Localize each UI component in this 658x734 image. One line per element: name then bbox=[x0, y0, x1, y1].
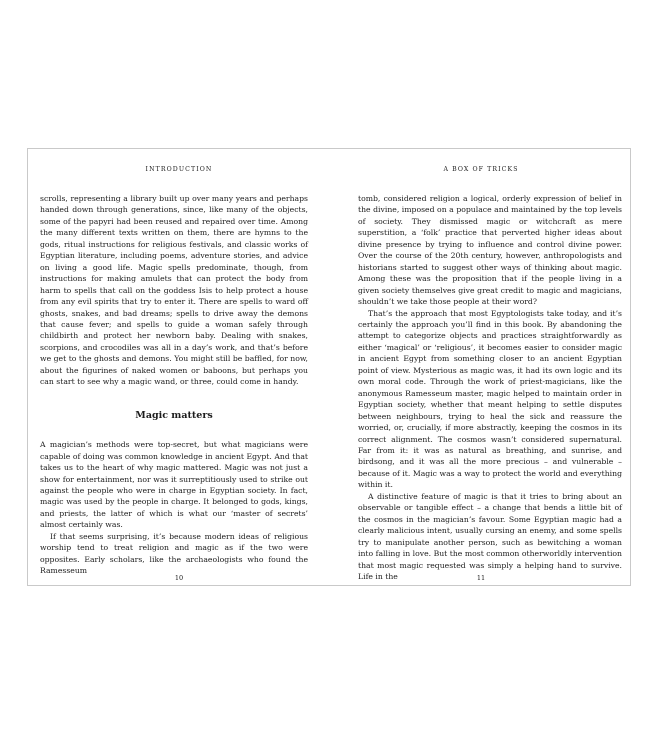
section-heading: Magic matters bbox=[135, 409, 213, 421]
right-page-body bbox=[358, 193, 622, 582]
paragraph: A magician’s methods were top-secret, but what magicians were capable of doing was common knowledge in ancient Egypt. And that takes us to the heart of why magic mattered. Magic was not just a show for entertainment, nor was it surreptitiously used to strike out against the people who were in charge in Egyptian society. In fact, magic was used by the people in charge. It belonged to gods, kings, and priests, the latter of which is what our ‘master of secrets’ almost certainly was. bbox=[40, 440, 308, 530]
paragraph: If that seems surprising, it’s because modern ideas of religious worship tend to treat religion and magic as if the two were opposites. Early scholars, like the archaeologists who found the Ramesseum bbox=[40, 531, 308, 576]
page-number: 10 bbox=[174, 574, 184, 582]
page-number: 11 bbox=[476, 574, 486, 582]
book-spread bbox=[27, 148, 631, 586]
paragraph: tomb, considered religion a logical, orderly expression of belief in the divine, imposed on a populace and maintained by the top levels of society. They dismissed magic or witchcraft as mere superstition, a ‘folk’ practice that perverted higher ideas about divine presence by trying to influence and control divine power. Over the course of the 20th century, however, anthropologists and historians started to suggest other ways of thinking about magic. Among these was the proposition that if the people living in a given society themselves give great credit to magic and magicians, shouldn’t we take those people at their word? bbox=[358, 194, 622, 307]
left-page bbox=[28, 149, 330, 585]
running-head: INTRODUCTION bbox=[145, 166, 213, 173]
left-page-body bbox=[40, 193, 308, 577]
paragraph: A distinctive feature of magic is that it tries to bring about an observable or tangible effect – a change that bends a little bit of the cosmos in the magician’s favour. Some Egyptian magic had a clearly malicious intent, usually cursing an enemy, and some spells try to manipulate another person, such as bewitching a woman into falling in love. But the most common otherworldly intervention that most magic requested was simply a helping hand to survive. Life in the bbox=[358, 491, 622, 581]
running-head: A BOX OF TRICKS bbox=[443, 166, 519, 173]
paragraph: scrolls, representing a library built up over many years and perhaps handed down through generations, since, like many of the objects, some of the papyri had been reused and repaired over time. Among the many different texts written on them, there are hymns to the gods, ritual instructions for religious festivals, and classic works of Egyptian literature, including poems, adventure stories, and advice on living a good life. Magic spells predominate, though, from instructions for making amulets that can protect the body from harm to spells that call on the goddess Isis to help protect a house from any evil spirits that try to enter it. There are spells to ward off ghosts, snakes, and bad dreams; spells to drive away the demons that cause fever; and spells to guide a woman safely through childbirth and protect her newborn baby. Dealing with snakes, scorpions, and crocodiles was all in a day’s work, and that’s before we get to the ghosts and demons. You might still be baffled, for now, about the figurines of naked women or baboons, but perhaps you can start to see why a magic wand, or three, could come in handy. bbox=[40, 194, 308, 387]
right-page bbox=[330, 149, 632, 585]
paragraph: That’s the approach that most Egyptologists take today, and it’s certainly the approach you’ll find in this book. By abandoning the attempt to categorize objects and practices straightforwardly as either ‘magical’ or ‘religious’, it becomes easier to consider magic in ancient Egypt from something closer to an ancient Egyptian point of view. Mysterious as magic was, it had its own logic and its own moral code. Through the work of priest-magicians, like the anonymous Ramesseum master, magic helped to maintain order in Egyptian society, whether that meant helping to settle disputes between neighbours, trying to heal the sick and reassure the worried, or, crucially, if more abstractly, keeping the cosmos in its correct alignment. The cosmos wasn’t considered supernatural. Far from it: it was as natural as breathing, and sunrise, and birdsong, and it was all the more precious – and vulnerable – because of it. Magic was a way to protect the world and everything within it. bbox=[358, 308, 622, 490]
